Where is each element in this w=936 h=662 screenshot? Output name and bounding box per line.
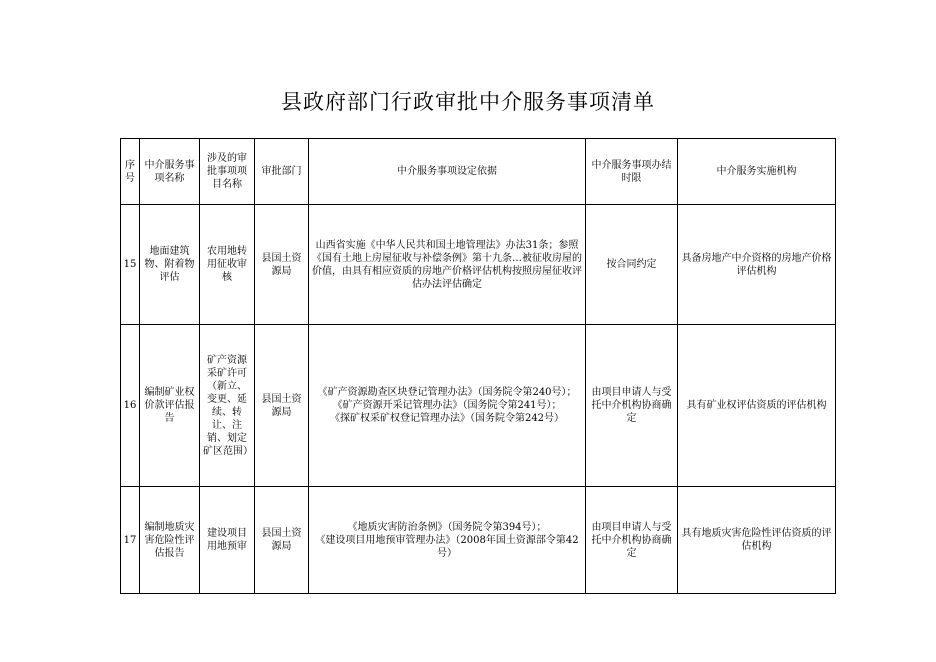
table-row: [121, 487, 836, 594]
row-name: 编制矿业权价款评估报告: [140, 325, 200, 487]
row-basis: [309, 325, 586, 487]
basis-line: 《矿产资源开采记管理办法》（国务院令第241号）；: [332, 400, 562, 411]
basis-line: 《建设项目用地预审管理办法》（2008年国土资源部令第42号）: [315, 534, 579, 559]
table-row: [121, 325, 836, 487]
header-seq: 序号: [121, 139, 140, 205]
table-row: [121, 205, 836, 325]
header-deadline: 中介服务事项办结时限: [586, 139, 678, 205]
row-agency: 具有矿业权评估资质的评估机构: [678, 325, 836, 487]
row-seq: 16: [121, 325, 140, 487]
row-dept: 县国土资源局: [255, 205, 309, 325]
row-deadline: 按合同约定: [586, 205, 678, 325]
row-name: 地面建筑物、附着物评估: [140, 205, 200, 325]
row-approval-item: 建设项目用地预审: [200, 487, 255, 594]
row-seq: 17: [121, 487, 140, 594]
row-agency: 具备房地产中介资格的房地产价格评估机构: [678, 205, 836, 325]
basis-line: 《地质灾害防治条例》（国务院令第394号）；: [347, 521, 547, 533]
row-basis: [309, 487, 586, 594]
header-dept: 审批部门: [255, 139, 309, 205]
header-approval-item: 涉及的审批事项项目名称: [200, 139, 255, 205]
row-approval-item: 矿产资源采矿许可（新立、变更、延续、转让、注销、划定矿区范围）: [200, 325, 255, 487]
page-title: 县政府部门行政审批中介服务事项清单: [281, 90, 655, 114]
header-row: [121, 139, 836, 205]
row-name: 编制地质灾害危险性评估报告: [140, 487, 200, 594]
row-dept: 县国土资源局: [255, 487, 309, 594]
header-basis: 中介服务事项设定依据: [309, 139, 586, 205]
row-deadline: 由项目申请人与受托中介机构协商确定: [586, 487, 678, 594]
header-agency: 中介服务实施机构: [678, 139, 836, 205]
row-dept: 县国土资源局: [255, 325, 309, 487]
basis-line: 《矿产资源勘查区块登记管理办法》（国务院令第240号）；: [317, 387, 577, 398]
row-basis: [309, 205, 586, 325]
header-name: 中介服务事项名称: [140, 139, 200, 205]
row-seq: 15: [121, 205, 140, 325]
row-agency: 具有地质灾害危险性评估资质的评估机构: [678, 487, 836, 594]
row-approval-item: 农用地转用征收审核: [200, 205, 255, 325]
basis-line: 山西省实施《中华人民共和国土地管理法》办法31条；参照《国有土地上房屋征收与补偿条例》第十九条…被征收房屋的价值，由具有相应资质的房地产价格评估机构按照房屋征收评估办法评估确定: [312, 239, 582, 290]
row-deadline: 由项目申请人与受托中介机构协商确定: [586, 325, 678, 487]
service-items-table: [120, 138, 836, 594]
basis-line: 《探矿权采矿权登记管理办法》（国务院令第242号）: [329, 413, 565, 424]
